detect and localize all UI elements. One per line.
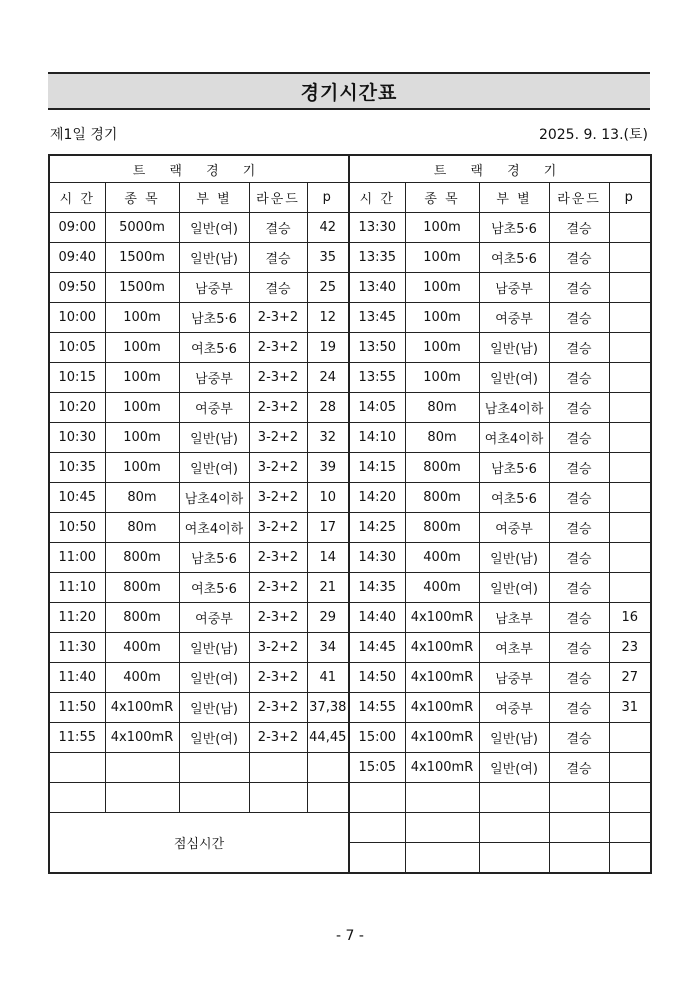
right-page-cell: 23 bbox=[609, 633, 651, 663]
left-round-cell bbox=[249, 753, 307, 783]
right-page-cell bbox=[609, 573, 651, 603]
right-event-cell: 4x100mR bbox=[405, 603, 479, 633]
left-division-cell: 일반(여) bbox=[179, 453, 249, 483]
right-round-cell: 결승 bbox=[549, 363, 609, 393]
left-division-cell: 남초5·6 bbox=[179, 543, 249, 573]
left-page-cell bbox=[307, 753, 349, 783]
right-event-cell: 100m bbox=[405, 363, 479, 393]
right-page-cell bbox=[609, 753, 651, 783]
right-event-cell: 80m bbox=[405, 393, 479, 423]
left-time-cell: 10:20 bbox=[49, 393, 105, 423]
right-page-cell bbox=[609, 303, 651, 333]
left-page-cell: 41 bbox=[307, 663, 349, 693]
right-page-cell bbox=[609, 723, 651, 753]
left-round-cell: 결승 bbox=[249, 243, 307, 273]
table-row bbox=[49, 363, 651, 393]
right-round-cell: 결승 bbox=[549, 753, 609, 783]
left-time-cell: 11:55 bbox=[49, 723, 105, 753]
left-event-cell: 800m bbox=[105, 603, 179, 633]
left-round-cell: 3-2+2 bbox=[249, 483, 307, 513]
left-time-cell: 11:50 bbox=[49, 693, 105, 723]
right-round-cell: 결승 bbox=[549, 693, 609, 723]
left-round-cell: 2-3+2 bbox=[249, 543, 307, 573]
left-event-cell: 100m bbox=[105, 453, 179, 483]
right-event-cell bbox=[405, 783, 479, 813]
left-round-cell: 2-3+2 bbox=[249, 603, 307, 633]
right-division-cell bbox=[479, 843, 549, 874]
left-page-cell: 17 bbox=[307, 513, 349, 543]
right-division-cell: 여초4이하 bbox=[479, 423, 549, 453]
left-event-cell: 100m bbox=[105, 363, 179, 393]
page-title: 경기시간표 bbox=[48, 72, 650, 110]
left-time-cell: 10:35 bbox=[49, 453, 105, 483]
right-time-cell: 13:50 bbox=[349, 333, 405, 363]
right-page-cell bbox=[609, 243, 651, 273]
right-round-cell bbox=[549, 813, 609, 843]
lunch-break-cell: 점심시간 bbox=[49, 813, 349, 874]
left-page-cell: 32 bbox=[307, 423, 349, 453]
left-event-cell: 5000m bbox=[105, 213, 179, 243]
table-row bbox=[49, 453, 651, 483]
col-header-round: 라운드 bbox=[549, 183, 609, 213]
right-time-cell: 14:15 bbox=[349, 453, 405, 483]
left-page-cell: 24 bbox=[307, 363, 349, 393]
left-page-cell: 39 bbox=[307, 453, 349, 483]
right-division-cell: 일반(남) bbox=[479, 543, 549, 573]
table-row bbox=[49, 213, 651, 243]
right-division-cell: 여초5·6 bbox=[479, 243, 549, 273]
left-division-cell: 여중부 bbox=[179, 393, 249, 423]
column-header-row bbox=[49, 183, 651, 213]
left-division-cell: 남초5·6 bbox=[179, 303, 249, 333]
section-header-left: 트 랙 경 기 bbox=[49, 155, 349, 183]
col-header-division: 부 별 bbox=[179, 183, 249, 213]
right-page-cell bbox=[609, 423, 651, 453]
right-page-cell: 27 bbox=[609, 663, 651, 693]
right-event-cell: 100m bbox=[405, 273, 479, 303]
left-event-cell: 400m bbox=[105, 633, 179, 663]
left-event-cell: 400m bbox=[105, 663, 179, 693]
right-page-cell bbox=[609, 213, 651, 243]
right-time-cell: 14:05 bbox=[349, 393, 405, 423]
left-page-cell bbox=[307, 783, 349, 813]
right-event-cell: 800m bbox=[405, 483, 479, 513]
left-page-cell: 25 bbox=[307, 273, 349, 303]
right-division-cell: 남초5·6 bbox=[479, 453, 549, 483]
left-division-cell: 여초4이하 bbox=[179, 513, 249, 543]
right-round-cell: 결승 bbox=[549, 453, 609, 483]
table-row bbox=[49, 813, 651, 843]
right-event-cell: 100m bbox=[405, 243, 479, 273]
right-time-cell: 14:55 bbox=[349, 693, 405, 723]
left-round-cell: 2-3+2 bbox=[249, 663, 307, 693]
left-round-cell: 3-2+2 bbox=[249, 633, 307, 663]
left-division-cell: 일반(여) bbox=[179, 213, 249, 243]
left-event-cell: 100m bbox=[105, 333, 179, 363]
right-event-cell: 4x100mR bbox=[405, 753, 479, 783]
right-event-cell: 100m bbox=[405, 213, 479, 243]
right-page-cell bbox=[609, 273, 651, 303]
left-time-cell: 10:50 bbox=[49, 513, 105, 543]
left-round-cell: 3-2+2 bbox=[249, 513, 307, 543]
left-time-cell: 11:20 bbox=[49, 603, 105, 633]
left-time-cell: 09:00 bbox=[49, 213, 105, 243]
left-time-cell: 11:30 bbox=[49, 633, 105, 663]
right-division-cell bbox=[479, 813, 549, 843]
right-round-cell: 결승 bbox=[549, 393, 609, 423]
left-page-cell: 21 bbox=[307, 573, 349, 603]
left-time-cell: 09:40 bbox=[49, 243, 105, 273]
right-event-cell: 4x100mR bbox=[405, 723, 479, 753]
right-division-cell: 여중부 bbox=[479, 513, 549, 543]
left-round-cell: 3-2+2 bbox=[249, 423, 307, 453]
table-row bbox=[49, 543, 651, 573]
right-page-cell bbox=[609, 363, 651, 393]
right-time-cell: 14:35 bbox=[349, 573, 405, 603]
right-round-cell: 결승 bbox=[549, 543, 609, 573]
left-round-cell bbox=[249, 783, 307, 813]
right-division-cell: 여중부 bbox=[479, 303, 549, 333]
right-round-cell: 결승 bbox=[549, 723, 609, 753]
right-division-cell: 남초5·6 bbox=[479, 213, 549, 243]
left-round-cell: 3-2+2 bbox=[249, 453, 307, 483]
left-division-cell: 여초5·6 bbox=[179, 333, 249, 363]
right-round-cell: 결승 bbox=[549, 303, 609, 333]
right-round-cell bbox=[549, 783, 609, 813]
right-page-cell bbox=[609, 843, 651, 874]
right-event-cell: 400m bbox=[405, 573, 479, 603]
left-event-cell: 1500m bbox=[105, 273, 179, 303]
right-division-cell: 일반(여) bbox=[479, 573, 549, 603]
right-division-cell: 여중부 bbox=[479, 693, 549, 723]
page-number: - 7 - bbox=[336, 928, 364, 944]
left-time-cell: 10:00 bbox=[49, 303, 105, 333]
right-event-cell: 800m bbox=[405, 453, 479, 483]
left-page-cell: 19 bbox=[307, 333, 349, 363]
left-event-cell: 80m bbox=[105, 513, 179, 543]
right-division-cell: 남초4이하 bbox=[479, 393, 549, 423]
table-row bbox=[49, 333, 651, 363]
left-division-cell: 일반(남) bbox=[179, 693, 249, 723]
schedule-table bbox=[48, 154, 652, 874]
left-time-cell: 10:05 bbox=[49, 333, 105, 363]
table-row bbox=[49, 663, 651, 693]
left-division-cell: 남초4이하 bbox=[179, 483, 249, 513]
left-time-cell: 11:00 bbox=[49, 543, 105, 573]
left-page-cell: 44,45 bbox=[307, 723, 349, 753]
left-page-cell: 14 bbox=[307, 543, 349, 573]
left-round-cell: 2-3+2 bbox=[249, 693, 307, 723]
right-round-cell: 결승 bbox=[549, 333, 609, 363]
left-round-cell: 2-3+2 bbox=[249, 723, 307, 753]
right-round-cell: 결승 bbox=[549, 633, 609, 663]
col-header-page: p bbox=[307, 183, 349, 213]
right-round-cell: 결승 bbox=[549, 273, 609, 303]
table-row bbox=[49, 483, 651, 513]
table-row bbox=[49, 723, 651, 753]
right-time-cell: 14:20 bbox=[349, 483, 405, 513]
right-time-cell: 13:30 bbox=[349, 213, 405, 243]
left-round-cell: 2-3+2 bbox=[249, 573, 307, 603]
col-header-time: 시 간 bbox=[349, 183, 405, 213]
left-time-cell: 11:10 bbox=[49, 573, 105, 603]
col-header-event: 종 목 bbox=[405, 183, 479, 213]
right-time-cell bbox=[349, 783, 405, 813]
date-label: 2025. 9. 13.(토) bbox=[538, 127, 648, 143]
right-round-cell: 결승 bbox=[549, 663, 609, 693]
left-event-cell: 100m bbox=[105, 423, 179, 453]
right-time-cell: 13:55 bbox=[349, 363, 405, 393]
left-event-cell: 80m bbox=[105, 483, 179, 513]
table-row bbox=[49, 393, 651, 423]
left-round-cell: 2-3+2 bbox=[249, 333, 307, 363]
right-page-cell bbox=[609, 483, 651, 513]
left-division-cell: 일반(남) bbox=[179, 633, 249, 663]
left-division-cell bbox=[179, 753, 249, 783]
right-round-cell: 결승 bbox=[549, 243, 609, 273]
right-round-cell: 결승 bbox=[549, 423, 609, 453]
right-time-cell: 14:45 bbox=[349, 633, 405, 663]
right-division-cell: 일반(남) bbox=[479, 723, 549, 753]
left-page-cell: 37,38 bbox=[307, 693, 349, 723]
section-header-right: 트 랙 경 기 bbox=[349, 155, 651, 183]
col-header-round: 라운드 bbox=[249, 183, 307, 213]
left-time-cell: 09:50 bbox=[49, 273, 105, 303]
right-division-cell: 여초5·6 bbox=[479, 483, 549, 513]
table-row bbox=[49, 423, 651, 453]
left-time-cell bbox=[49, 783, 105, 813]
table-row bbox=[49, 783, 651, 813]
right-time-cell: 14:30 bbox=[349, 543, 405, 573]
right-page-cell bbox=[609, 543, 651, 573]
right-event-cell bbox=[405, 843, 479, 874]
right-event-cell: 4x100mR bbox=[405, 633, 479, 663]
right-time-cell: 13:45 bbox=[349, 303, 405, 333]
right-round-cell bbox=[549, 843, 609, 874]
day-label: 제1일 경기 bbox=[50, 127, 118, 143]
right-page-cell: 31 bbox=[609, 693, 651, 723]
left-division-cell: 여중부 bbox=[179, 603, 249, 633]
right-time-cell: 14:40 bbox=[349, 603, 405, 633]
right-time-cell: 14:10 bbox=[349, 423, 405, 453]
right-page-cell: 16 bbox=[609, 603, 651, 633]
left-page-cell: 10 bbox=[307, 483, 349, 513]
col-header-event: 종 목 bbox=[105, 183, 179, 213]
left-time-cell: 11:40 bbox=[49, 663, 105, 693]
table-row bbox=[49, 693, 651, 723]
table-row bbox=[49, 513, 651, 543]
left-division-cell bbox=[179, 783, 249, 813]
right-page-cell bbox=[609, 393, 651, 423]
left-page-cell: 29 bbox=[307, 603, 349, 633]
left-time-cell: 10:30 bbox=[49, 423, 105, 453]
right-round-cell: 결승 bbox=[549, 513, 609, 543]
right-time-cell: 14:25 bbox=[349, 513, 405, 543]
right-page-cell bbox=[609, 783, 651, 813]
left-time-cell: 10:15 bbox=[49, 363, 105, 393]
right-round-cell: 결승 bbox=[549, 483, 609, 513]
left-time-cell: 10:45 bbox=[49, 483, 105, 513]
right-time-cell: 15:00 bbox=[349, 723, 405, 753]
left-division-cell: 일반(여) bbox=[179, 723, 249, 753]
right-page-cell bbox=[609, 813, 651, 843]
right-event-cell bbox=[405, 813, 479, 843]
left-page-cell: 12 bbox=[307, 303, 349, 333]
col-header-time: 시 간 bbox=[49, 183, 105, 213]
right-division-cell: 남중부 bbox=[479, 273, 549, 303]
right-time-cell bbox=[349, 813, 405, 843]
left-division-cell: 일반(여) bbox=[179, 663, 249, 693]
table-row bbox=[49, 603, 651, 633]
right-event-cell: 100m bbox=[405, 333, 479, 363]
right-event-cell: 80m bbox=[405, 423, 479, 453]
right-division-cell: 남중부 bbox=[479, 663, 549, 693]
table-row bbox=[49, 243, 651, 273]
col-header-page: p bbox=[609, 183, 651, 213]
left-event-cell: 800m bbox=[105, 543, 179, 573]
left-division-cell: 여초5·6 bbox=[179, 573, 249, 603]
right-division-cell: 여초부 bbox=[479, 633, 549, 663]
right-round-cell: 결승 bbox=[549, 603, 609, 633]
left-division-cell: 남중부 bbox=[179, 273, 249, 303]
left-event-cell: 100m bbox=[105, 303, 179, 333]
left-round-cell: 2-3+2 bbox=[249, 363, 307, 393]
right-page-cell bbox=[609, 513, 651, 543]
right-time-cell bbox=[349, 843, 405, 874]
left-round-cell: 결승 bbox=[249, 273, 307, 303]
left-division-cell: 남중부 bbox=[179, 363, 249, 393]
right-page-cell bbox=[609, 333, 651, 363]
right-page-cell bbox=[609, 453, 651, 483]
left-division-cell: 일반(남) bbox=[179, 423, 249, 453]
table-row bbox=[49, 573, 651, 603]
left-event-cell bbox=[105, 783, 179, 813]
right-event-cell: 4x100mR bbox=[405, 693, 479, 723]
table-row bbox=[49, 303, 651, 333]
right-time-cell: 13:35 bbox=[349, 243, 405, 273]
right-event-cell: 800m bbox=[405, 513, 479, 543]
table-row bbox=[49, 753, 651, 783]
table-row bbox=[49, 273, 651, 303]
right-round-cell: 결승 bbox=[549, 213, 609, 243]
right-event-cell: 4x100mR bbox=[405, 663, 479, 693]
right-division-cell: 남초부 bbox=[479, 603, 549, 633]
right-division-cell: 일반(여) bbox=[479, 363, 549, 393]
right-division-cell bbox=[479, 783, 549, 813]
right-division-cell: 일반(여) bbox=[479, 753, 549, 783]
left-event-cell: 800m bbox=[105, 573, 179, 603]
left-round-cell: 결승 bbox=[249, 213, 307, 243]
left-page-cell: 28 bbox=[307, 393, 349, 423]
left-event-cell: 4x100mR bbox=[105, 723, 179, 753]
left-page-cell: 42 bbox=[307, 213, 349, 243]
left-event-cell bbox=[105, 753, 179, 783]
left-event-cell: 1500m bbox=[105, 243, 179, 273]
right-round-cell: 결승 bbox=[549, 573, 609, 603]
left-round-cell: 2-3+2 bbox=[249, 303, 307, 333]
left-page-cell: 34 bbox=[307, 633, 349, 663]
left-page-cell: 35 bbox=[307, 243, 349, 273]
right-time-cell: 14:50 bbox=[349, 663, 405, 693]
left-event-cell: 100m bbox=[105, 393, 179, 423]
table-row bbox=[49, 633, 651, 663]
left-division-cell: 일반(남) bbox=[179, 243, 249, 273]
left-round-cell: 2-3+2 bbox=[249, 393, 307, 423]
right-event-cell: 400m bbox=[405, 543, 479, 573]
section-header-row bbox=[49, 155, 651, 183]
col-header-division: 부 별 bbox=[479, 183, 549, 213]
right-division-cell: 일반(남) bbox=[479, 333, 549, 363]
left-time-cell bbox=[49, 753, 105, 783]
right-event-cell: 100m bbox=[405, 303, 479, 333]
right-time-cell: 13:40 bbox=[349, 273, 405, 303]
left-event-cell: 4x100mR bbox=[105, 693, 179, 723]
right-time-cell: 15:05 bbox=[349, 753, 405, 783]
